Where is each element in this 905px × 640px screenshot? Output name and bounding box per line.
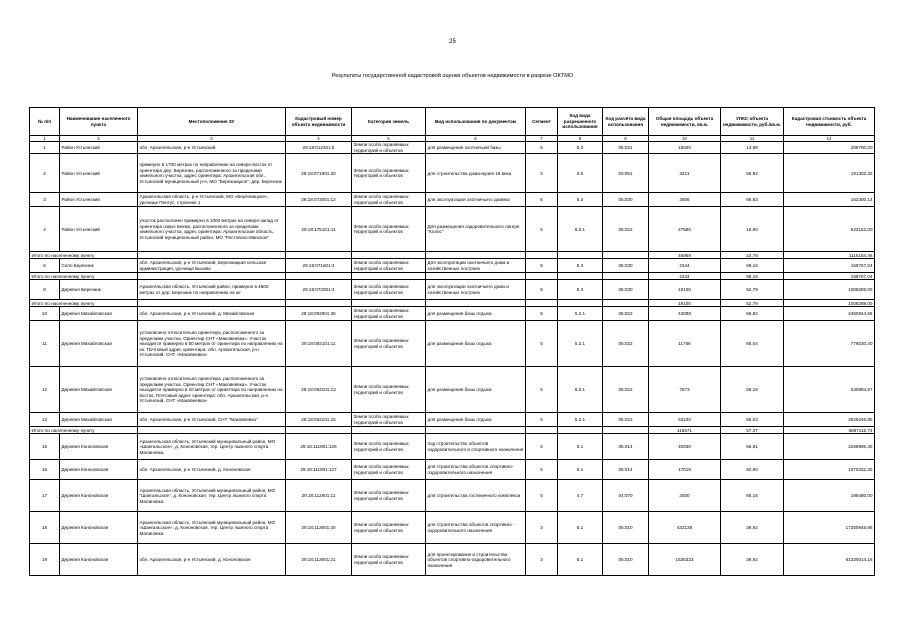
table-cell: 5.1 — [558, 512, 603, 544]
table-cell: 29:18:112601:20 — [286, 512, 352, 544]
column-number: 4 — [286, 136, 352, 142]
table-row — [30, 193, 875, 207]
table-row — [30, 367, 875, 413]
table-row — [30, 142, 875, 154]
table-cell — [558, 273, 603, 280]
table-cell: 3000 — [649, 480, 721, 512]
table-cell: Земли особо охраняемых территорий и объектов — [352, 413, 426, 427]
table-cell: 53230 — [649, 413, 721, 427]
table-cell: 52,79 — [721, 280, 784, 300]
table-cell: Деревня Березник — [60, 280, 138, 300]
table-cell: для размещения охотничьей базы — [426, 142, 526, 154]
page-number: 25 — [449, 39, 456, 45]
table-cell: 22,78 — [721, 252, 784, 259]
table-cell — [558, 252, 603, 259]
table-cell: 39,92 — [721, 544, 784, 576]
table-cell — [558, 300, 603, 307]
table-cell: Земли особо охраняемых территорий и объектов — [352, 367, 426, 413]
table-cell: 5 — [526, 321, 558, 367]
table-row — [30, 480, 875, 512]
table-cell: 05:022 — [603, 207, 649, 252]
table-cell: установлено относительно ориентира, расположенного за пределами участка. Ориентир СНТ «Маковеевка». Участок находится примерно в 10 метрах от ориентира по направлению на восток. Почтовый адрес ориентира: обл. Архангельская, р-н Устьянский, СНТ «Маковеевка» — [138, 367, 286, 413]
subtotal-row — [30, 300, 875, 307]
table-cell: 56,82 — [721, 307, 784, 321]
table-cell: Деревня Кононовская — [60, 544, 138, 576]
table-cell — [352, 427, 426, 434]
table-cell: 5.1 — [558, 544, 603, 576]
table-cell: 66,16 — [721, 480, 784, 512]
table-cell: 5 — [526, 207, 558, 252]
table-cell: 1536323 — [649, 544, 721, 576]
table-cell: 2450944,56 — [784, 307, 875, 321]
column-number: 10 — [649, 136, 721, 142]
table-cell: Земли особо охраняемых территорий и объектов — [352, 280, 426, 300]
table-cell: Земли особо охраняемых территорий и объектов — [352, 434, 426, 460]
table-cell: 1115154,46 — [784, 252, 875, 259]
subtotal-label: Итого по населенному пункту — [30, 427, 138, 434]
table-cell: 4.7 — [558, 480, 603, 512]
table-cell — [138, 273, 286, 280]
table-cell: 209700,00 — [784, 142, 875, 154]
table-cell: примерно в 1700 метрах по направлению на северо-восток от ориентира дер. Березник, расположенного за пределами земельного участка, адрес ориентира: Архангельская обл., Устьянский муниципальный р-н, МО "Березницкое", дер. Березник — [138, 154, 286, 193]
table-cell: Деревня Кононовская — [60, 460, 138, 480]
table-cell: 2 — [30, 154, 60, 193]
column-header: Кадастровый номер объекта недвижимости — [286, 108, 352, 136]
table-cell: для проектирования и строительства объектов спортивно-оздоровительного назначения — [426, 544, 526, 576]
table-cell: 530894,87 — [784, 367, 875, 413]
table-cell — [558, 427, 603, 434]
table-cell: 13,98 — [721, 142, 784, 154]
table-cell: 16 — [30, 460, 60, 480]
table-cell: 29:18:071901:20 — [286, 154, 352, 193]
table-cell: 5 — [526, 259, 558, 273]
table-cell: 1070432,20 — [784, 460, 875, 480]
table-row — [30, 307, 875, 321]
table-cell: 1008289,00 — [784, 300, 875, 307]
subtotal-label: Итого по населенному пункту — [30, 300, 138, 307]
table-cell — [138, 300, 286, 307]
table-cell — [603, 252, 649, 259]
table-cell: 5.2.1 — [558, 207, 603, 252]
column-header: Код вида разрешенного использования — [558, 108, 603, 136]
table-cell: 29:18:175101:11 — [286, 207, 352, 252]
table-cell: Архангельская область, Устьянский муниципальный район, МО "Шангальское", д. Кононовская, тер. Центр лыжного спорта Малиновка — [138, 480, 286, 512]
table-cell: 05:030 — [603, 259, 649, 273]
table-cell — [603, 273, 649, 280]
table-cell: Деревня Кононовская — [60, 480, 138, 512]
table-cell: 5.2.1 — [558, 367, 603, 413]
table-row — [30, 512, 875, 544]
document-title: Результаты государственной кадастровой оценки объектов недвижимости в разрезе ОКТМО — [331, 73, 574, 79]
table-cell — [426, 252, 526, 259]
table-cell: 5 — [526, 193, 558, 207]
table-cell: Район Устьянский — [60, 207, 138, 252]
subtotal-row — [30, 273, 875, 280]
table-cell: 05:022 — [603, 307, 649, 321]
table-cell: 7673 — [649, 367, 721, 413]
table-cell: 29:18:071601:4 — [286, 259, 352, 273]
table-cell: Район Устьянский — [60, 193, 138, 207]
column-header: Общая площадь объекта недвижимости, кв.м. — [649, 108, 721, 136]
table-cell: для строительства гостиничного комплекса — [426, 480, 526, 512]
table-cell: 198480,00 — [784, 480, 875, 512]
table-cell: 3421 — [649, 154, 721, 193]
table-cell: установлено относительно ориентира, расположенного за пределами участка. Ориентир СНТ «Маковеевка». Участок находится примерно в 50 метрах от ориентира по направлению на юг. Почтовый адрес ориентира: обл. Архангельская, р-н Устьянский, СНТ «Маковеевка» — [138, 321, 286, 367]
table-cell: Для размещения оздоровительного лагеря "Колос" — [426, 207, 526, 252]
header-row — [30, 108, 875, 136]
column-number: 7 — [526, 136, 558, 142]
table-cell — [526, 273, 558, 280]
table-cell: участок расположен примерно в 1000 метрах на северо-запад от ориентира озеро Бехмо, расположенного за пределами земельного участка, адрес ориентира: Архангельская область, Устьянский муниципальный район, МО "Ростовско-Минское" — [138, 207, 286, 252]
table-cell: 29:18:112601:11 — [286, 480, 352, 512]
table-cell: 5.2.1 — [558, 321, 603, 367]
table-cell: 29:18:092101:11 — [286, 321, 352, 367]
column-header: Кадастровая стоимость объекта недвижимости, руб. — [784, 108, 875, 136]
table-cell: 776030,40 — [784, 321, 875, 367]
table-cell: Деревня Кононовская — [60, 434, 138, 460]
table-cell — [603, 300, 649, 307]
table-cell: обл. Архангельская, р-н Устьянский, д. Кононовская — [138, 460, 286, 480]
table-cell: 159767,04 — [784, 259, 875, 273]
table-cell: Земли особо охраняемых территорий и объектов — [352, 207, 426, 252]
table-row — [30, 280, 875, 300]
column-number: 2 — [60, 136, 138, 142]
table-cell: Земли особо охраняемых территорий и объектов — [352, 460, 426, 480]
table-cell: 1 — [30, 142, 60, 154]
table-cell: 15 — [30, 434, 60, 460]
column-number: 6 — [426, 136, 526, 142]
subtotal-row — [30, 427, 875, 434]
table-cell: 6687116,73 — [784, 427, 875, 434]
column-header: УПКС объекта недвижимости, руб./кв.м. — [721, 108, 784, 136]
table-cell: для эксплуатации охотничьего дома и хозяйственных построек — [426, 280, 526, 300]
table-cell: Земли особо охраняемых территорий и объектов — [352, 321, 426, 367]
table-cell: Архангельская область, Устьянский муниципальный район, МО «Шангальское», д. Кононовская, тер. Центр лыжного спорта Малиновка — [138, 434, 286, 460]
table-cell: 3 — [526, 512, 558, 544]
table-cell — [138, 252, 286, 259]
table-cell: 6 — [30, 259, 60, 273]
table-cell: 05:014 — [603, 460, 649, 480]
table-cell: Архангельская область, Устьянский район, примерно в 4500 метрах от дер. Березник по направлению на юг — [138, 280, 286, 300]
table-cell: 69,19 — [721, 367, 784, 413]
table-cell: 2268996,30 — [784, 434, 875, 460]
table-cell: под строительство объектов оздоровительного и спортивного назначения — [426, 434, 526, 460]
table-cell: для строительства объектов спортивно-оздоровительного назначения — [426, 460, 526, 480]
column-header: Код расчёта вида использования — [603, 108, 649, 136]
table-cell: 11766 — [649, 321, 721, 367]
table-cell: для строительства объектов спортивно - оздоровительного назначения — [426, 512, 526, 544]
table-cell: для размещения базы отдыха — [426, 413, 526, 427]
table-cell: 5.3 — [558, 280, 603, 300]
table-cell: 15000 — [649, 142, 721, 154]
subtotal-label: Итого по населенному пункту — [30, 273, 138, 280]
table-cell: Район Устьянский — [60, 154, 138, 193]
table-cell: 05:010 — [603, 512, 649, 544]
subtotal-row — [30, 252, 875, 259]
table-cell: 62,90 — [721, 460, 784, 480]
table-cell: 27580 — [649, 207, 721, 252]
table-cell: 43088 — [649, 307, 721, 321]
table-cell: Земли особо охраняемых территорий и объектов — [352, 544, 426, 576]
table-cell: 5 — [526, 460, 558, 480]
table-cell: обл. Архангельская, р-н Устьянский, Березницкая сельская администрация, урочище Бызово — [138, 259, 286, 273]
table-row — [30, 259, 875, 273]
table-cell: 116571 — [649, 427, 721, 434]
table-body — [30, 142, 875, 576]
column-number: 12 — [784, 136, 875, 142]
table-cell — [352, 273, 426, 280]
table-cell: для размещения базы отдыха — [426, 307, 526, 321]
table-cell: Земли особо охраняемых территорий и объектов — [352, 142, 426, 154]
table-cell: Для эксплуатации охотничьего дома и хозяйственных построек — [426, 259, 526, 273]
table-cell: Деревня Михайловская — [60, 321, 138, 367]
table-cell: 05:010 — [603, 544, 649, 576]
table-cell: для размещения базы отдыха — [426, 367, 526, 413]
table-cell: 8 — [30, 280, 60, 300]
table-cell: обл. Архангельская, р-н Устьянский, д. Михайловская — [138, 307, 286, 321]
table-cell: 45959 — [649, 252, 721, 259]
table-cell: Архангельская область, р-н Устьянский, МО «Березницкое», урочище Пентус, строение 1 — [138, 193, 286, 207]
table-cell: 17250948,96 — [784, 512, 875, 544]
table-cell — [526, 300, 558, 307]
table-cell: 29:18:111801:127 — [286, 460, 352, 480]
table-cell: 1008289,00 — [784, 280, 875, 300]
table-cell: 18 — [30, 512, 60, 544]
table-cell: 03:061 — [603, 154, 649, 193]
column-header: Сегмент — [526, 108, 558, 136]
table-cell: 05:014 — [603, 434, 649, 460]
table-cell: 13 — [30, 413, 60, 427]
table-cell: 05:030 — [603, 280, 649, 300]
table-cell: 5.1 — [558, 434, 603, 460]
table-row — [30, 544, 875, 576]
column-header: Категория земель — [352, 108, 426, 136]
column-header: № п/п — [30, 108, 60, 136]
table-cell: Земли особо охраняемых территорий и объектов — [352, 193, 426, 207]
table-cell: Земли особо охраняемых территорий и объектов — [352, 512, 426, 544]
table-cell: 3 — [526, 154, 558, 193]
table-cell — [286, 273, 352, 280]
table-cell: 29:18:012401:5 — [286, 142, 352, 154]
table-cell — [138, 427, 286, 434]
table-cell: 4 — [30, 207, 60, 252]
table-cell: 162300,14 — [784, 193, 875, 207]
table-cell: 5 — [526, 480, 558, 512]
table-cell: 05:022 — [603, 321, 649, 367]
table-cell: 05:031 — [603, 142, 649, 154]
table-row — [30, 321, 875, 367]
table-cell: 17018 — [649, 460, 721, 480]
table-row — [30, 154, 875, 193]
table-cell: 10 — [30, 307, 60, 321]
table-cell: 5 — [526, 280, 558, 300]
table-cell: 12 — [30, 367, 60, 413]
table-cell: 19100 — [649, 300, 721, 307]
table-cell: 29:18:092101:13 — [286, 367, 352, 413]
table-cell: 5.3 — [558, 193, 603, 207]
table-cell: 39,92 — [721, 512, 784, 544]
table-cell: 56,83 — [721, 193, 784, 207]
column-header: Вид использования по документам — [426, 108, 526, 136]
table-cell: 19 — [30, 544, 60, 576]
table-cell: 5.2.1 — [558, 413, 603, 427]
table-cell: Деревня Михайловская — [60, 367, 138, 413]
column-number: 9 — [603, 136, 649, 142]
column-number: 3 — [138, 136, 286, 142]
table-cell: Земли особо охраняемых территорий и объектов — [352, 480, 426, 512]
table-cell: 17 — [30, 480, 60, 512]
table-cell: 5.2.1 — [558, 307, 603, 321]
table-cell: 52,79 — [721, 300, 784, 307]
table-cell: 6 — [526, 142, 558, 154]
table-cell: 5.3 — [558, 142, 603, 154]
table-cell: 2856 — [649, 193, 721, 207]
table-cell: 55,03 — [721, 413, 784, 427]
table-cell: 5 — [526, 434, 558, 460]
table-cell: Земли особо охраняемых территорий и объектов — [352, 307, 426, 321]
column-number: 1 — [30, 136, 60, 142]
column-number: 8 — [558, 136, 603, 142]
table-cell: Земли особо охраняемых территорий и объектов — [352, 259, 426, 273]
table-cell: 2929246,90 — [784, 413, 875, 427]
table-cell: обл. Архангельская, р-н Устьянский — [138, 142, 286, 154]
table-cell: Деревня Михайловская — [60, 307, 138, 321]
subtotal-label: Итого по населенному пункту — [30, 252, 138, 259]
table-cell: 29:18:111801:126 — [286, 434, 352, 460]
table-cell — [426, 427, 526, 434]
table-cell — [286, 300, 352, 307]
table-cell: 432138 — [649, 512, 721, 544]
table-cell — [603, 427, 649, 434]
column-number: 5 — [352, 136, 426, 142]
table-cell: Деревня Михайловская — [60, 413, 138, 427]
table-cell: 5 — [526, 367, 558, 413]
table-cell — [426, 273, 526, 280]
table-cell — [286, 252, 352, 259]
table-cell: Район Устьянский — [60, 142, 138, 154]
table-cell — [426, 300, 526, 307]
table-cell: 29:18:072001:4 — [286, 280, 352, 300]
table-cell: обл. Архангельская, р-н Устьянский, СНТ "Маковеевка" — [138, 413, 286, 427]
valuation-table — [29, 107, 875, 576]
column-header: Наименование населенного пункта — [60, 108, 138, 136]
table-cell: 5.3 — [558, 259, 603, 273]
table-cell: для эксплуатации охотничьего домика — [426, 193, 526, 207]
table-cell: 159767,04 — [784, 273, 875, 280]
table-cell: Архангельская область, Устьянский муниципальный район, МО «Шангальское», д. Кононовская, тер. Центр лыжного спорта Малиновка — [138, 512, 286, 544]
table-cell: 05:030 — [603, 193, 649, 207]
table-cell: 66,04 — [721, 321, 784, 367]
table-cell: 55,92 — [721, 154, 784, 193]
table-cell: 04:070 — [603, 480, 649, 512]
table-cell: для строительства дома-музея 19 века — [426, 154, 526, 193]
table-cell: 68,16 — [721, 259, 784, 273]
table-cell: 29:18:072001:12 — [286, 193, 352, 207]
table-cell — [526, 252, 558, 259]
table-row — [30, 413, 875, 427]
table-cell: 3 — [526, 544, 558, 576]
table-row — [30, 460, 875, 480]
table-cell: 05:022 — [603, 367, 649, 413]
table-row — [30, 434, 875, 460]
table-cell: 57,37 — [721, 427, 784, 434]
table-cell: для размещения базы отдыха — [426, 321, 526, 367]
table-cell: 523152,00 — [784, 207, 875, 252]
table-cell — [526, 427, 558, 434]
table-cell: 56,81 — [721, 434, 784, 460]
table-cell: 05:022 — [603, 413, 649, 427]
table-cell: 29:18:092901:36 — [286, 307, 352, 321]
column-header: Местоположение ЗУ — [138, 108, 286, 136]
table-cell: Земли особо охраняемых территорий и объектов — [352, 154, 426, 193]
table-cell: 2344 — [649, 273, 721, 280]
table-cell: 19100 — [649, 280, 721, 300]
table-cell: Деревня Кононовская — [60, 512, 138, 544]
table-cell — [352, 300, 426, 307]
table-cell: Село Березник — [60, 259, 138, 273]
table-cell: 5 — [526, 413, 558, 427]
table-row — [30, 207, 875, 252]
column-number: 11 — [721, 136, 784, 142]
table-cell — [352, 252, 426, 259]
table-cell: 3 — [30, 193, 60, 207]
table-cell: 5 — [526, 307, 558, 321]
table-cell: 68,16 — [721, 273, 784, 280]
table-cell: 2344 — [649, 259, 721, 273]
table-cell: 40030 — [649, 434, 721, 460]
table-cell: 29:18:092101:15 — [286, 413, 352, 427]
table-cell — [286, 427, 352, 434]
table-cell: 5.1 — [558, 460, 603, 480]
table-cell: 61330014,16 — [784, 544, 875, 576]
table-cell: 11 — [30, 321, 60, 367]
table-cell: 29:18:112601:21 — [286, 544, 352, 576]
table-cell: 191302,32 — [784, 154, 875, 193]
table-cell: 3.6 — [558, 154, 603, 193]
table-cell: 18,90 — [721, 207, 784, 252]
table-cell: обл. Архангельская, р-н Устьянский, д. Кононовская — [138, 544, 286, 576]
